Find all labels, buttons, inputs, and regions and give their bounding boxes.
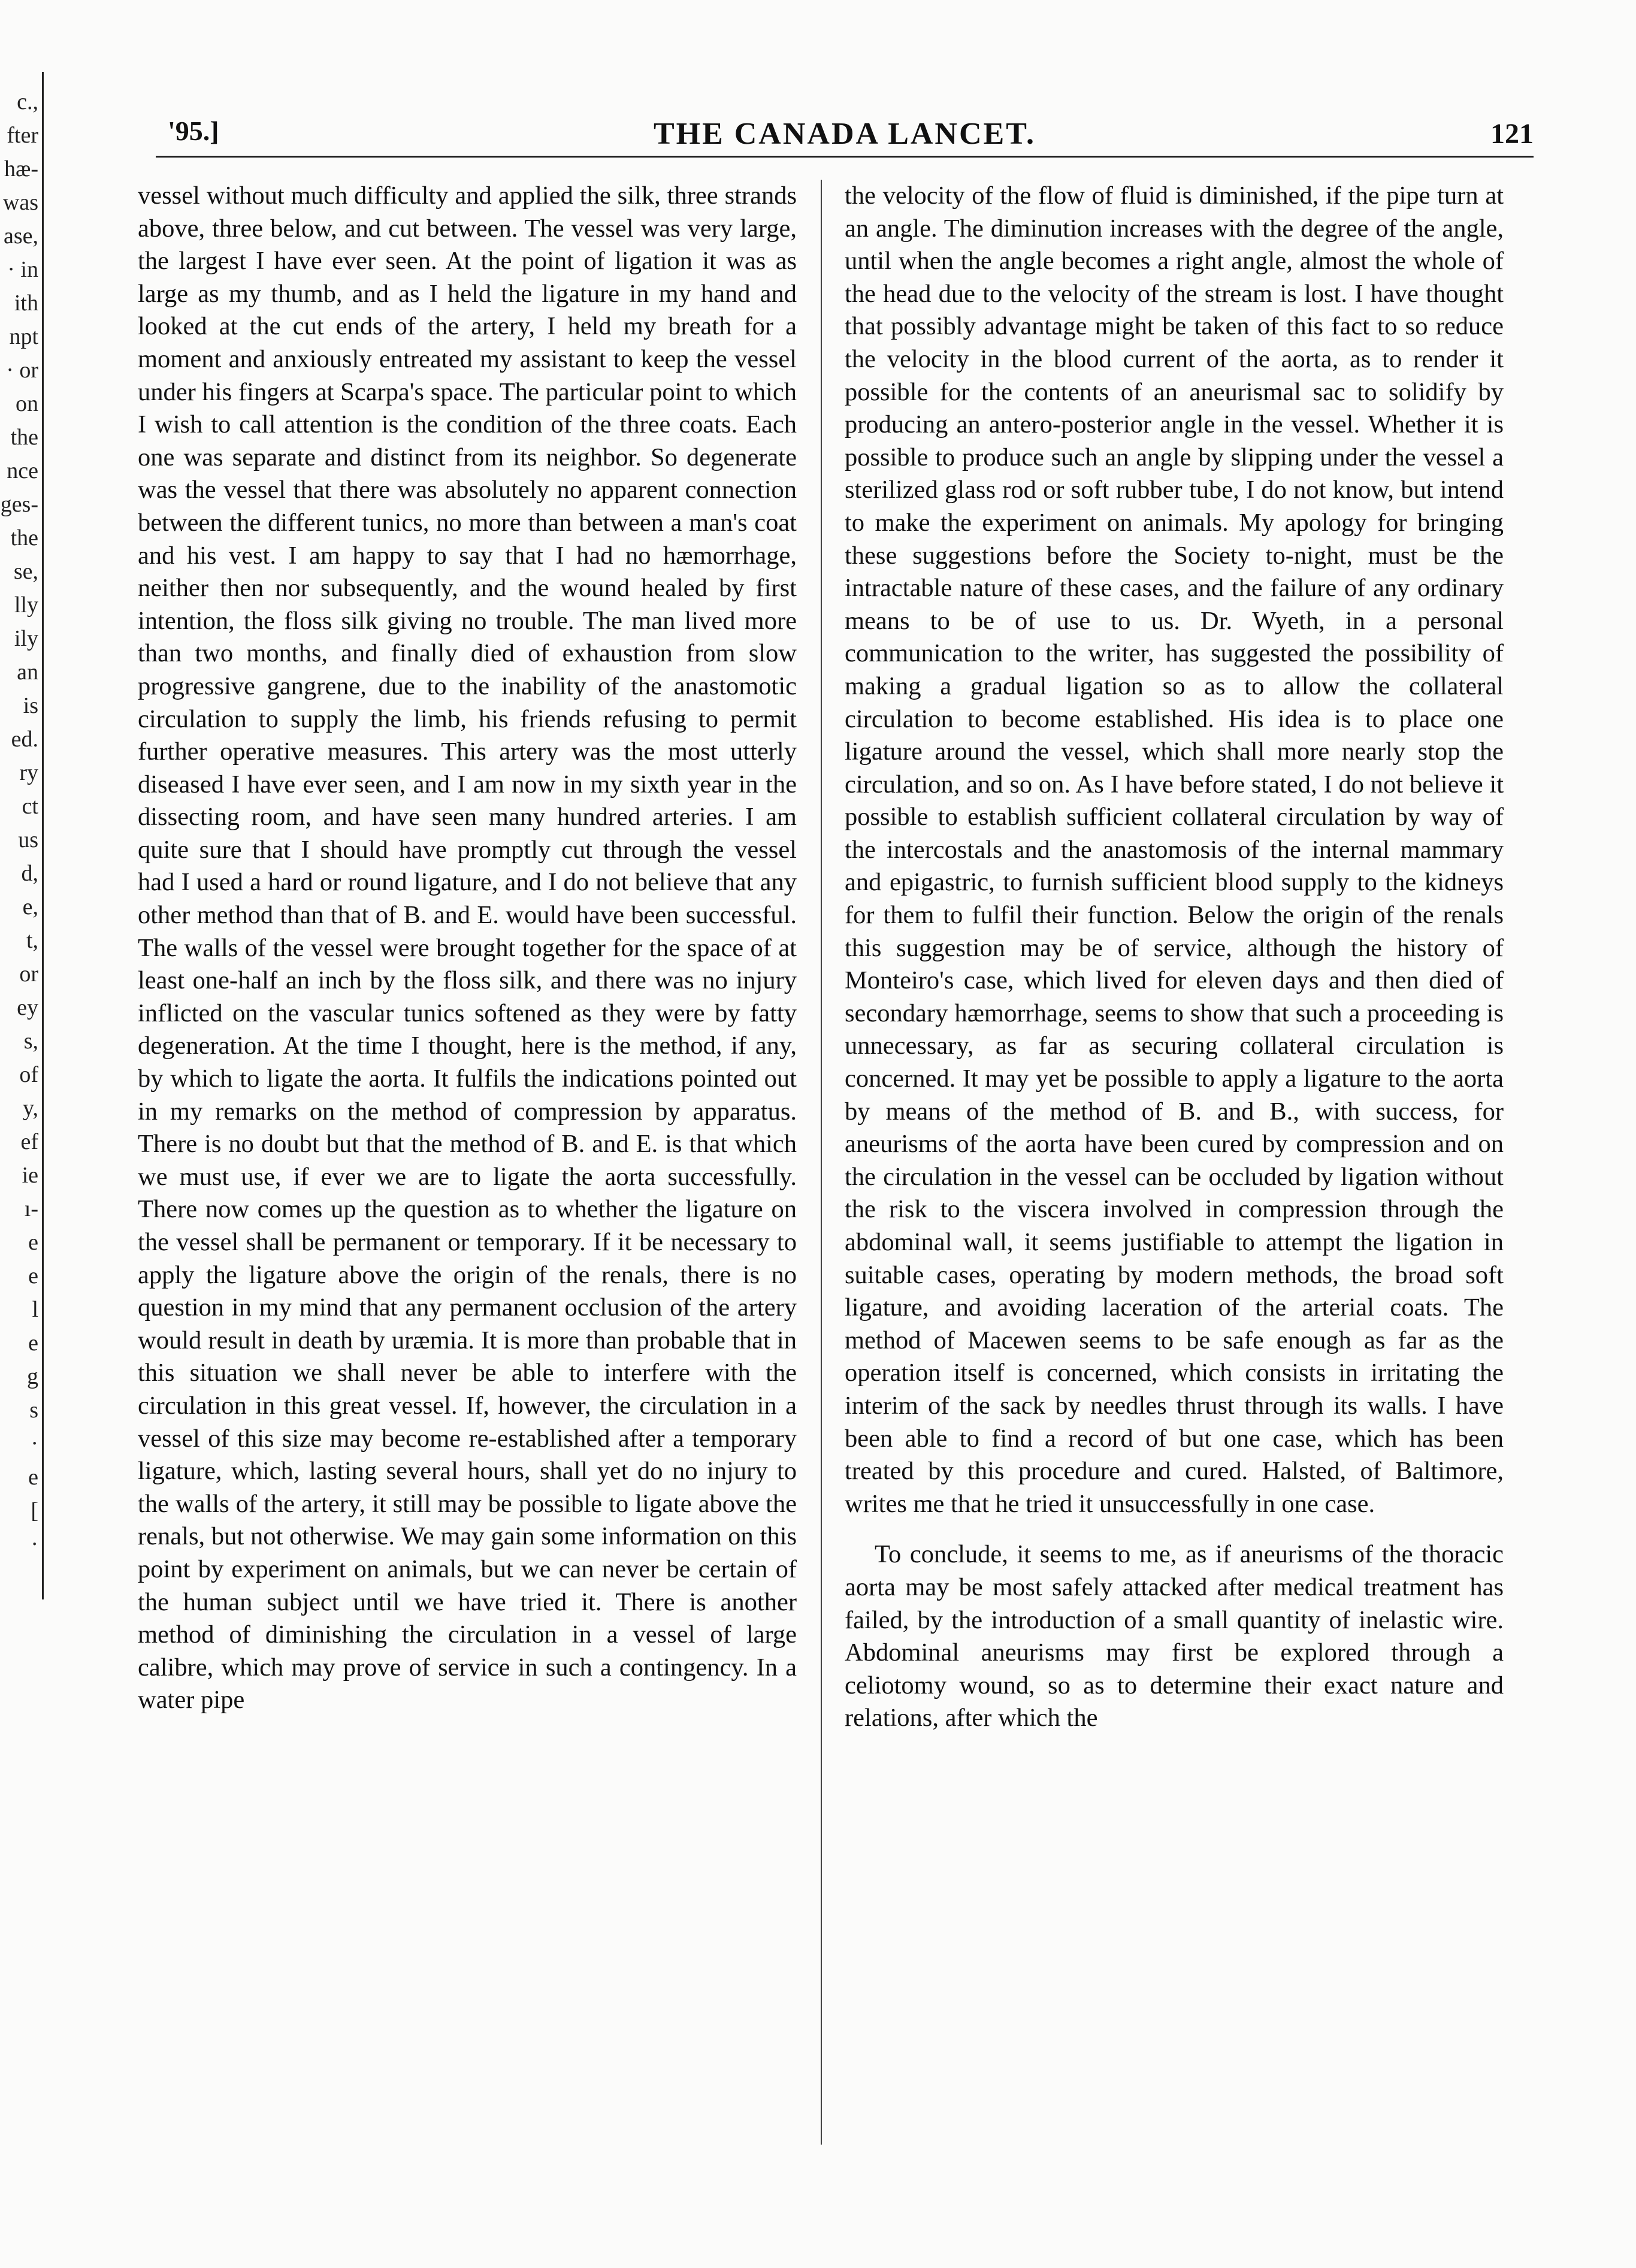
- gutter-fragment: was: [2, 190, 38, 215]
- running-header: [156, 114, 1534, 158]
- gutter-fragment: e: [28, 1465, 38, 1490]
- gutter-fragment: d,: [21, 861, 38, 886]
- right-paragraph-1: the velocity of the flow of fluid is diminished, if the pipe turn at an angle. The diminution increases with the degree of the angle, until when the angle becomes a right angle, almost the whole of the head due to the velocity of the stream is lost. I have thought that possibly advantage might be taken of this fact to so reduce the velocity in the blood current of the aorta, as to render it possible for the contents of an aneurismal sac to solidify by producing an antero-posterior angle in the vessel. Whether it is possible to produce such an angle by slipping under the vessel a sterilized glass rod or soft rubber tube, I do not know, but intend to make the experiment on animals. My apology for bringing these suggestions before the Society to-night, must be the intractable nature of these cases, and the failure of any ordinary means to be of use to us. Dr. Wyeth, in a personal communication to the writer, has suggested the possibility of making a gradual ligation so as to allow the collateral circulation to become established. His idea is to place one ligature around the vessel, which shall more nearly stop the circulation, and so on. As I have before stated, I do not believe it possible to establish sufficient collateral circulation by way of the intercostals and the anastomosis of the internal mammary and epigastric, to furnish sufficient blood supply to the kidneys for them to fulfil their function. Below the origin of the renals this suggestion may be of service, although the history of Monteiro's case, which lived for eleven days and then died of secondary hæmorrhage, seems to show that such a proceeding is unnecessary, as far as securing collateral circulation is concerned. It may yet be possible to apply a ligature to the aorta by means of the method of B. and B., with success, for aneurisms of the aorta have been cured by compression and on the circulation in the vessel can be occluded by ligation without the risk to the viscera involved in compression through the abdominal wall, it seems justifiable to attempt the ligation in suitable cases, operating by modern methods, the broad soft ligature, and avoiding laceration of the arterial coats. The method of Macewen seems to be safe enough as far as the operation itself is concerned, which consists in irritating the interim of the sack by needles thrust through its walls. I have been able to find a record of but one case, which has been treated by this procedure and cured. Halsted, of Baltimore, writes me that he tried it unsuccessfully in one case.: [845, 182, 1504, 1518]
- gutter-fragment: the: [10, 425, 38, 450]
- header-year: '95.]: [168, 116, 219, 146]
- page-number: 121: [1490, 118, 1534, 150]
- gutter-fragment: ct: [22, 794, 38, 819]
- gutter-fragment: ie: [22, 1163, 38, 1188]
- journal-title: THE CANADA LANCET.: [653, 117, 1036, 151]
- gutter-fragment: or: [19, 961, 38, 987]
- gutter-fragment: hæ-: [4, 156, 38, 182]
- gutter-fragment: se,: [13, 559, 38, 584]
- column-rule: [821, 180, 822, 2145]
- gutter-fragment: of: [19, 1062, 38, 1087]
- gutter-fragment: ry: [19, 760, 38, 785]
- gutter-fragment: ·: [31, 1431, 38, 1456]
- adjacent-page-gutter: [0, 72, 44, 1599]
- gutter-fragment: ·: [31, 1532, 38, 1557]
- gutter-fragment: t,: [26, 928, 38, 953]
- gutter-fragment: fter: [7, 123, 38, 148]
- gutter-fragment: is: [23, 693, 38, 718]
- gutter-fragment: y,: [22, 1096, 38, 1121]
- left-column: [138, 180, 797, 1717]
- right-paragraph-2: To conclude, it seems to me, as if aneurisms of the thoracic aorta may be most safely attacked after medical treatment has failed, by the introduction of a small quantity of inelastic wire. Abdominal aneurisms may first be explored through a celiotomy wound, so as to determine their exact nature and relations, after which the: [845, 1540, 1504, 1732]
- gutter-fragment: e: [28, 1330, 38, 1356]
- gutter-fragment: ef: [20, 1129, 38, 1154]
- right-column: [845, 180, 1504, 1735]
- gutter-fragment: · or: [6, 358, 38, 383]
- gutter-fragment: l: [32, 1297, 38, 1322]
- gutter-fragment: ily: [14, 626, 38, 651]
- gutter-fragment: [: [31, 1498, 38, 1523]
- gutter-fragment: ith: [14, 291, 38, 316]
- gutter-fragment: e,: [22, 894, 38, 920]
- gutter-fragment: nce: [7, 458, 38, 483]
- gutter-fragment: ed.: [11, 727, 38, 752]
- gutter-fragment: npt: [9, 324, 38, 349]
- gutter-fragment: ey: [17, 995, 38, 1020]
- gutter-fragment: ı-: [24, 1196, 38, 1221]
- gutter-fragment: on: [16, 391, 38, 416]
- gutter-fragment: · in: [7, 257, 38, 282]
- gutter-fragment: g: [27, 1364, 38, 1389]
- gutter-fragment: e: [28, 1230, 38, 1255]
- gutter-fragment: the: [10, 525, 38, 551]
- gutter-fragment: an: [17, 660, 38, 685]
- gutter-fragment: s: [29, 1398, 38, 1423]
- gutter-fragment: us: [18, 827, 38, 852]
- gutter-fragment: ges-: [0, 492, 38, 517]
- left-paragraph-1: vessel without much difficulty and applied the silk, three strands above, three below, and cut between. The vessel was very large, the largest I have ever seen. At the point of ligation it was as large as my thumb, and as I held the ligature in my hand and looked at the cut ends of the artery, I held my breath for a moment and anxiously entreated my assistant to keep the vessel under his fingers at Scarpa's space. The particular point to which I wish to call attention is the condition of the three coats. Each one was separate and distinct from its neighbor. So degenerate was the vessel that there was absolutely no apparent connection between the different tunics, no more than between a man's coat and his vest. I am happy to say that I had no hæmorrhage, neither then nor subsequently, and the wound healed by first intention, the floss silk giving no trouble. The man lived more than two months, and finally died of exhaustion from slow progressive gangrene, due to the inability of the anastomotic circulation to supply the limb, his friends refusing to permit further operative measures. This artery was the most utterly diseased I have ever seen, and I am now in my sixth year in the dissecting room, and have seen many hundred arteries. I am quite sure that I should have promptly cut through the vessel had I used a hard or round ligature, and I do not believe that any other method than that of B. and E. would have been successful. The walls of the vessel were brought together for the space of at least one-half an inch by the floss silk, and there was no injury inflicted on the vascular tunics softened as they were by fatty degeneration. At the time I thought, here is the method, if any, by which to ligate the aorta. It fulfils the indications pointed out in my remarks on the method of compression by apparatus. There is no doubt but that the method of B. and E. is that which we must use, if ever we are to ligate the aorta successfully. There now comes up the question as to whether the ligature on the vessel shall be permanent or temporary. If it be necessary to apply the ligature above the origin of the renals, there is no question in my mind that any permanent occlusion of the artery would result in death by uræmia. It is more than probable that in this situation we shall never be able to interfere with the circulation in this great vessel. If, however, the circulation in a vessel of this size may become re-established after a temporary ligature, which, lasting several hours, shall yet do no injury to the walls of the artery, it still may be possible to ligate above the renals, but not otherwise. We may gain some information on this point by experiment on animals, but we can never be certain of the human subject until we have tried it. There is another method of diminishing the circulation in a vessel of large calibre, which may prove of service in such a contingency. In a water pipe: [138, 182, 797, 1714]
- gutter-fragment: s,: [23, 1029, 38, 1054]
- gutter-fragment: e: [28, 1263, 38, 1289]
- gutter-fragment: ase,: [3, 223, 38, 249]
- gutter-fragment: lly: [14, 592, 38, 618]
- gutter-fragment: c.,: [17, 89, 38, 114]
